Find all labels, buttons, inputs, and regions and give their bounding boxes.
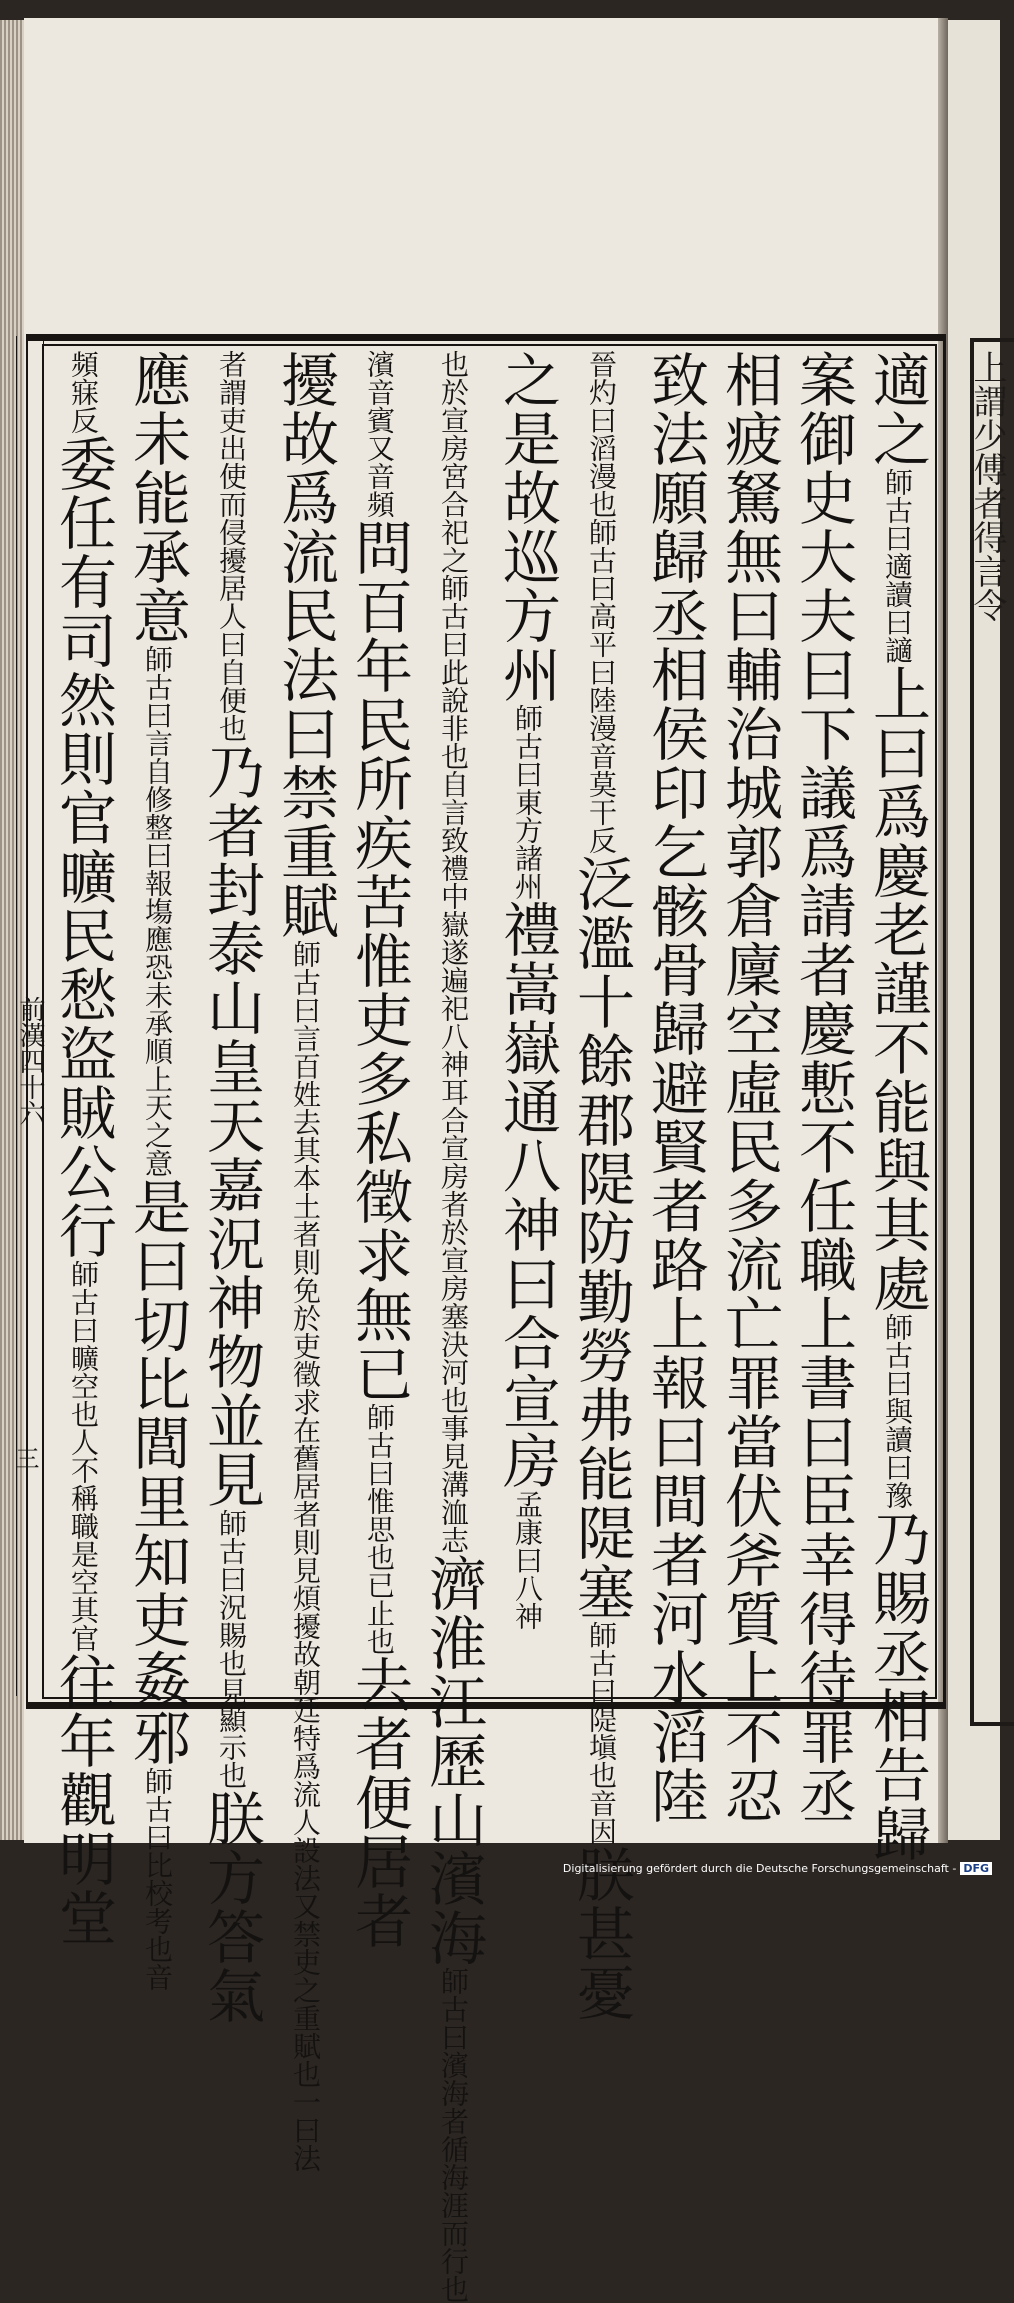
main-text: 問百年民所疾苦惟吏多私徵求無已 xyxy=(345,518,413,1403)
commentary-note: 師古曰東方諸州 xyxy=(511,704,544,900)
commentary-note: 師古曰與讀曰豫 xyxy=(881,1313,914,1509)
main-text: 去者便居者 xyxy=(345,1655,413,1950)
main-text: 上曰爲慶老謹不能與其處 xyxy=(863,664,931,1313)
main-text: 朕方答氣 xyxy=(197,1789,265,2025)
commentary-note: 師古曰適讀曰讁 xyxy=(881,468,914,664)
credit-text: Digitalisierung gefördert durch die Deutsche Forschungsgemeinschaft - xyxy=(562,1862,957,1875)
banxin-page-number: 三 xyxy=(11,1446,39,1470)
text-column-10 xyxy=(194,350,268,2025)
text-column-6 xyxy=(490,350,564,1695)
main-text: 適之 xyxy=(863,350,931,468)
commentary-note: 濱音賓又音頻 xyxy=(363,350,396,518)
commentary-note: 晉灼曰滔漫也師古曰高平曰陸漫音莫干反 xyxy=(585,350,618,854)
text-column-3 xyxy=(712,350,786,1825)
text-column-4 xyxy=(638,350,712,1825)
commentary-note: 師古曰曠空也人不稱職是空其官 xyxy=(67,1260,100,1652)
commentary-note: 師古曰況賜也見顯示也 xyxy=(215,1509,248,1789)
text-column-12 xyxy=(46,350,120,1947)
text-column-7 xyxy=(416,350,490,2303)
commentary-note: 師古曰隄塡也音因 xyxy=(585,1621,618,1845)
main-text: 乃者封泰山皇天嘉況神物並見 xyxy=(197,742,265,1509)
commentary-note: 師古曰惟思也已止也 xyxy=(363,1403,396,1655)
dfg-logo: DFG xyxy=(960,1862,992,1875)
digitization-credit xyxy=(563,1862,992,1875)
facing-page xyxy=(948,20,1007,1840)
main-text: 案御史大夫曰下議爲請者慶慙不任職上書曰臣幸得待罪丞 xyxy=(789,350,857,1825)
main-text: 往年觀明堂 xyxy=(49,1652,117,1947)
text-column-11 xyxy=(120,350,194,1991)
text-column-9 xyxy=(268,350,342,2172)
main-text: 應未能承意 xyxy=(123,350,191,645)
commentary-note: 頻寐反 xyxy=(67,350,100,434)
commentary-note: 師古曰言自修整曰報塲應恐未承順上天之意 xyxy=(141,645,174,1177)
main-text: 擾故爲流民法曰禁重賦 xyxy=(271,350,339,940)
main-text: 禮嵩嶽通八神曰合宣房 xyxy=(493,900,561,1490)
commentary-note: 者謂吏出使而侵擾居人曰自便也 xyxy=(215,350,248,742)
commentary-note: 孟康曰八神 xyxy=(511,1490,544,1630)
commentary-note: 也於宣房宮合祀之師古曰此說非也自言致禮中嶽遂遍祀八神耳合宣房者於宣房塞決河也事見溝洫志 xyxy=(437,350,470,1554)
main-text: 乃賜丞相告歸 xyxy=(863,1509,931,1863)
main-text: 之是故巡方州 xyxy=(493,350,561,704)
main-text: 泛濫十餘郡隄防勤勞弗能隄塞 xyxy=(567,854,635,1621)
main-text: 委任有司然則官曠民愁盜賊公行 xyxy=(49,434,117,1260)
main-text: 致法願歸丞相侯印乞骸骨歸避賢者路上報曰間者河水滔陸 xyxy=(641,350,709,1825)
text-column-1 xyxy=(860,350,934,1863)
main-text: 朕甚憂 xyxy=(567,1845,635,2022)
main-text: 相疲駑無曰輔治城郭倉廩空虛民多流亡罪當伏斧質上不忍 xyxy=(715,350,783,1825)
banxin-strip xyxy=(11,336,45,1696)
text-column-2 xyxy=(786,350,860,1825)
commentary-note: 師古曰濱海者循海涯而行也 xyxy=(437,1967,470,2303)
main-text: 是曰切比閭里知吏姦邪 xyxy=(123,1177,191,1767)
commentary-note: 師古曰比校考也音 xyxy=(141,1767,174,1991)
commentary-note: 師古曰言百姓去其本土者則免於吏徵求在舊居者則見煩擾故朝廷特爲流人設法又禁吏之重賦也一曰法 xyxy=(289,940,322,2172)
banxin-title: 前漢四十六 xyxy=(15,996,45,1126)
text-column-5 xyxy=(564,350,638,2022)
text-column-8 xyxy=(342,350,416,1950)
facing-page-text: 上謂少傅者得言令 xyxy=(967,350,1007,622)
main-text: 濟淮江歷山濱海 xyxy=(419,1554,487,1967)
